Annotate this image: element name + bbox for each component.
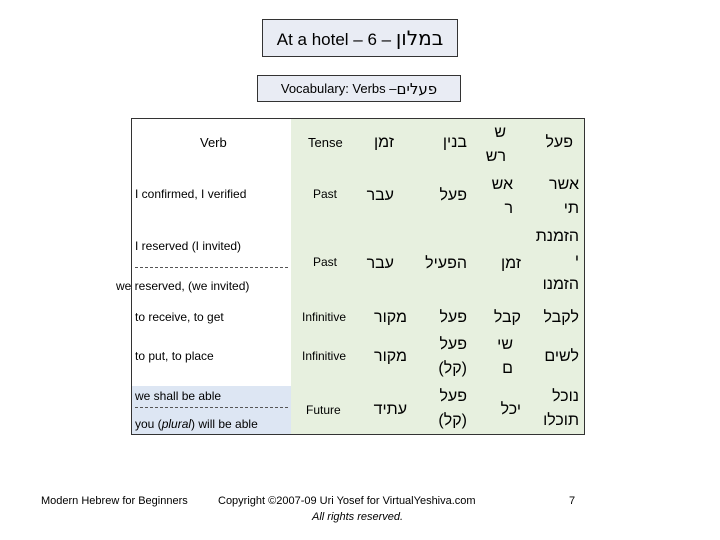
footer-copyright: Copyright ©2007-09 Uri Yosef for VirtualYeshiva.com	[218, 495, 476, 507]
row5-poal-line2: תוכלו	[543, 412, 579, 429]
row5-verb2-post: ) will be able	[191, 417, 258, 431]
row4-zman: מקור	[374, 348, 407, 365]
row3-verb: to receive, to get	[135, 310, 224, 324]
row5-poal	[543, 385, 579, 433]
row5-divider	[135, 407, 288, 408]
row5-binyan-line1: פעל	[439, 388, 467, 405]
row5-verb2	[135, 417, 258, 432]
row5-binyan-line2: (קל)	[438, 412, 467, 429]
row5-tense: Future	[306, 403, 341, 417]
row2-poal-line1: הזמנת	[535, 228, 579, 245]
row5-verb2-em: plural	[161, 417, 192, 431]
row5-verb2-pre: you (	[135, 417, 162, 431]
row5-shoresh: יכל	[500, 401, 521, 418]
row2-tense: Past	[313, 255, 338, 269]
row5-poal-line1: נוכל	[552, 388, 579, 405]
header-zman: זמן	[374, 134, 394, 151]
row1-binyan: פעל	[439, 187, 467, 204]
row3-binyan: פעל	[439, 309, 467, 326]
row5-verb: we shall be able	[135, 389, 222, 403]
header-shoresh	[486, 121, 506, 169]
row3-poal: לקבל	[543, 309, 579, 326]
header-tense: Tense	[308, 135, 343, 150]
row3-shoresh: קבל	[493, 309, 521, 326]
row5-zman: עתיד	[373, 401, 407, 418]
row4-poal: לשים	[544, 348, 579, 365]
vocab-english: Vocabulary: Verbs –	[280, 81, 397, 96]
title-hebrew: במלון	[395, 26, 444, 50]
vocabulary-heading	[257, 75, 461, 102]
header-shoresh-line2: רש	[485, 148, 506, 165]
row1-poal-line2: תי	[563, 200, 579, 217]
row4-binyan-line1: פעל	[439, 336, 467, 353]
row2-binyan: הפעיל	[425, 255, 467, 272]
row4-binyan	[438, 333, 467, 381]
footer-page-number: 7	[569, 495, 576, 507]
row4-shoresh-line1: שי	[497, 336, 513, 353]
row1-shoresh-line1: אש	[491, 176, 513, 193]
row2-poal	[536, 225, 579, 297]
row2-zman: עבר	[366, 255, 394, 272]
row4-tense: Infinitive	[302, 349, 347, 363]
row4-binyan-line2: (קל)	[438, 360, 467, 377]
row1-poal-line1: אשר	[549, 176, 579, 193]
vocab-hebrew: פעלים	[396, 79, 438, 98]
row2-poal-line3: הזמנו	[542, 276, 579, 293]
row1-shoresh-line2: ר	[504, 200, 513, 217]
vocabulary-table	[116, 118, 585, 435]
row2-shoresh: זמן	[501, 255, 521, 272]
header-verb: Verb	[200, 135, 227, 150]
row1-zman: עבר	[366, 187, 394, 204]
footer-rights: All rights reserved.	[312, 511, 404, 523]
row1-tense: Past	[313, 187, 338, 201]
row4-verb: to put, to place	[135, 349, 214, 363]
slide-title	[262, 19, 458, 57]
row1-shoresh	[492, 173, 513, 221]
row1-poal	[549, 173, 579, 221]
header-shoresh-line1: ש	[494, 124, 506, 141]
row2-divider	[135, 267, 288, 268]
row4-shoresh-line2: ם	[502, 360, 513, 377]
row2-verb2: we reserved, (we invited)	[116, 279, 250, 293]
row3-zman: מקור	[374, 309, 407, 326]
footer-course-title: Modern Hebrew for Beginners	[41, 495, 188, 507]
row2-poal-line2: י	[574, 252, 579, 269]
row2-verb: I reserved (I invited)	[135, 239, 242, 253]
header-binyan: בנין	[442, 134, 467, 151]
row4-shoresh	[497, 333, 513, 381]
row5-binyan	[438, 385, 467, 433]
row1-verb: I confirmed, I verified	[135, 187, 247, 201]
header-poal: פעל	[545, 134, 573, 151]
row3-tense: Infinitive	[302, 310, 347, 324]
title-english: At a hotel – 6 –	[276, 30, 392, 49]
